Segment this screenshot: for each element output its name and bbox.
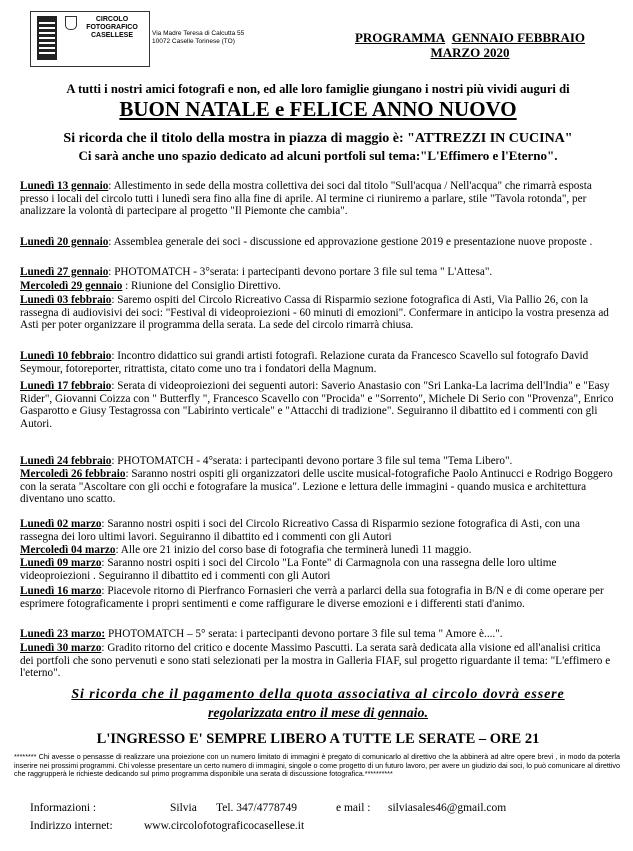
event-date: Lunedì 16 marzo <box>20 585 102 597</box>
event-item <box>20 544 616 557</box>
club-name-line: CIRCOLO <box>95 16 129 23</box>
club-name-line: CASELLESE <box>90 32 133 39</box>
contact-phone: Tel. 347/4778749 <box>216 802 297 814</box>
club-name <box>81 16 143 40</box>
event-description: : Alle ore 21 inizio del corso base di fotografia che terminerà lunedì 11 maggio. <box>115 544 472 556</box>
shield-icon <box>65 16 77 30</box>
event-description: : PHOTOMATCH - 4°serata: i partecipanti devono portare 3 file sul tema "Tema Libero". <box>111 455 513 467</box>
event-item <box>20 266 616 279</box>
program-months: GENNAIO FEBBRAIO <box>451 30 586 45</box>
event-description: : Allestimento in sede della mostra collettiva dei soci dal titolo "Sull'acqua / Nell'acqua" che rimarrà esposta presso i locali del circolo tutti i lunedì sera fino alla fine di aprile. Al termine ci riuniremo a parlare, stile "Tavola rotonda", per analizzare la volontà di partecipare al progetto "Il Piemonte che cambia". <box>20 180 592 218</box>
exhibition-notice: Si ricorda che il titolo della mostra in piazza di maggio è: "ATTREZZI IN CUCINA" <box>63 131 573 146</box>
event-date: Lunedì 27 gennaio <box>20 266 109 278</box>
entrance-notice: L'INGRESSO E' SEMPRE LIBERO A TUTTE LE SERATE – ORE 21 <box>96 731 540 747</box>
event-item <box>20 455 616 468</box>
portfolio-notice: Ci sarà anche uno spazio dedicato ad alcuni portfoli sul tema:"L'Effimero e l'Eterno". <box>78 148 558 163</box>
event-date: Mercoledì 26 febbraio <box>20 468 126 480</box>
event-description: : Serata di videoproiezioni dei seguenti autori: Saverio Anastasio con "Sri Lanka-La lacrima dell'India" e "Easy Rider", Giovanni Coizza con " Butterfly ", Francesco Scavello con "Procida" e "Sorrento", Michele Di Serio con "Provenza", Enrico Gasparotto e Giusy Testagrossa con "Labirinto verticale" e "Attacchi di tradizione". Seguiranno il dibattito ed i commenti con gli Autori. <box>20 380 614 430</box>
event-item <box>20 518 616 543</box>
event-description: : Saranno nostri ospiti i soci del Circolo "La Fonte" di Carmagnola con una rassegna delle loro ultime videoproiezioni . Seguiranno il dibattito ed i commenti con gli Autori <box>20 557 557 582</box>
event-item <box>20 294 616 332</box>
event-item <box>20 280 616 293</box>
event-date: Mercoledì 29 gennaio <box>20 280 123 292</box>
event-description: : Saranno nostri ospiti i soci del Circolo Ricreativo Cassa di Risparmio sezione fotografica di Asti, con una rassegna dei loro ultimi lavori. Seguiranno il dibattito ed i commenti con gli Autori <box>20 518 580 543</box>
event-description: : Saremo ospiti del Circolo Ricreativo Cassa di Risparmio sezione fotografica di Asti, Via Pallio 26, con la rassegna di audiovisivi dei soci: "Festival di videoproiezioni - 60 minuti di emozioni". Confermare in anticipo la vostra presenza ad Asti per poter organizzare il programma della serata. La sede del circolo rimarrà chiusa. <box>20 294 609 332</box>
event-date: Lunedì 30 marzo <box>20 642 102 654</box>
event-date: Mercoledì 04 marzo <box>20 544 116 556</box>
event-item <box>20 585 616 610</box>
fee-reminder-2: regolarizzata entro il mese di gennaio. <box>207 706 429 721</box>
event-date: Lunedì 10 febbraio <box>20 350 112 362</box>
event-description: : Saranno nostri ospiti gli organizzatori delle uscite musical-fotografiche Paolo Antinucci e Rodrigo Boggero con la serata "Ascoltare con gli occhi e fotografare la musica". Lezione e lettura delle immagini - quando musica e architettura diventano uno scatto. <box>20 468 613 506</box>
event-date: Lunedì 20 gennaio <box>20 236 109 248</box>
event-item <box>20 642 616 680</box>
greeting-headline: BUON NATALE e FELICE ANNO NUOVO <box>119 97 517 121</box>
event-item <box>20 236 616 249</box>
email-link[interactable]: silviasales46@gmail.com <box>388 802 507 814</box>
footnote: ******** Chi avesse o pensasse di realizzare una proiezione con un numero limitato di immagini è pregato di comunicarlo al direttivo che la abbinerà ad altre opere brevi , in modo da poterla inserire nei prossimi programmi. Chi volesse presentare un certo numero di immagini, singole o come progetto di un futuro lavoro, per avere un giudizio dai soci, lo può comunicare al direttivo che raggrupperà le richieste dedicando sul primo programma disponibile una serata di discussione fotografica.********** <box>14 752 620 779</box>
website-link[interactable]: www.circolofotograficocasellese.it <box>144 820 305 832</box>
event-description: : Riunione del Consiglio Direttivo. <box>122 280 281 292</box>
event-item <box>20 180 616 218</box>
greeting-line: A tutti i nostri amici fotografi e non, ed alle loro famiglie giungano i nostri più vividi auguri di <box>66 82 570 96</box>
web-label: Indirizzo internet: <box>30 820 113 832</box>
event-date: Lunedì 13 gennaio <box>20 180 109 192</box>
club-logo <box>30 11 150 67</box>
program-title <box>325 30 615 60</box>
event-description: : Incontro didattico sui grandi artisti fotografi. Relazione curata da Francesco Scavello sul fotografo David Seymour, fotoreporter, ritrattista, citato come uno tra i fondatori della Magnum. <box>20 350 589 375</box>
fee-reminder: Si ricorda che il pagamento della quota associativa al circolo dovrà essere <box>71 687 565 702</box>
event-item <box>20 350 616 375</box>
address-line: Via Madre Teresa di Calcutta 55 <box>152 30 245 37</box>
info-label: Informazioni : <box>30 802 97 814</box>
event-item <box>20 628 616 641</box>
club-address <box>152 30 244 46</box>
event-date: Lunedì 09 marzo <box>20 557 102 569</box>
contact-name: Silvia <box>170 802 197 814</box>
address-line: 10072 Caselle Torinese (TO) <box>152 38 235 45</box>
event-item <box>20 557 616 582</box>
event-item <box>20 468 616 506</box>
event-description: PHOTOMATCH – 5° serata: i partecipanti devono portare 3 file sul tema " Amore è....". <box>105 628 503 640</box>
event-date: Lunedì 24 febbraio <box>20 455 112 467</box>
event-date: Lunedì 23 marzo: <box>20 628 106 640</box>
event-description: : Gradito ritorno del critico e docente Massimo Pascutti. La serata sarà dedicata alla visione ed all'analisi critica dei portfoli che sono pervenuti e sono stati selezionati per la mostra in Galleria FIAF, sul progetto riguardante il tema: "L'effimero e l'eterno". <box>20 642 611 680</box>
email-label: e mail : <box>336 802 371 814</box>
event-date: Lunedì 02 marzo <box>20 518 102 530</box>
program-word: PROGRAMMA <box>354 30 446 45</box>
event-date: Lunedì 03 febbraio <box>20 294 112 306</box>
program-months-2: MARZO 2020 <box>430 45 510 60</box>
club-name-line: FOTOGRAFICO <box>86 24 138 31</box>
event-description: : Piacevole ritorno di Pierfranco Fornasieri che verrà a parlarci della sua fotografia in B/N e di come operare per esprimere fotograficamente i propri sentimenti e come raffigurare le diverse emozioni e i differenti stati d'animo. <box>20 585 604 610</box>
event-item <box>20 380 616 430</box>
event-description: : PHOTOMATCH - 3°serata: i partecipanti devono portare 3 file sul tema " L'Attesa". <box>108 266 493 278</box>
event-date: Lunedì 17 febbraio <box>20 380 112 392</box>
film-strip-icon <box>37 16 57 60</box>
event-description: : Assemblea generale dei soci - discussione ed approvazione gestione 2019 e presentazione nuove proposte . <box>108 236 593 248</box>
